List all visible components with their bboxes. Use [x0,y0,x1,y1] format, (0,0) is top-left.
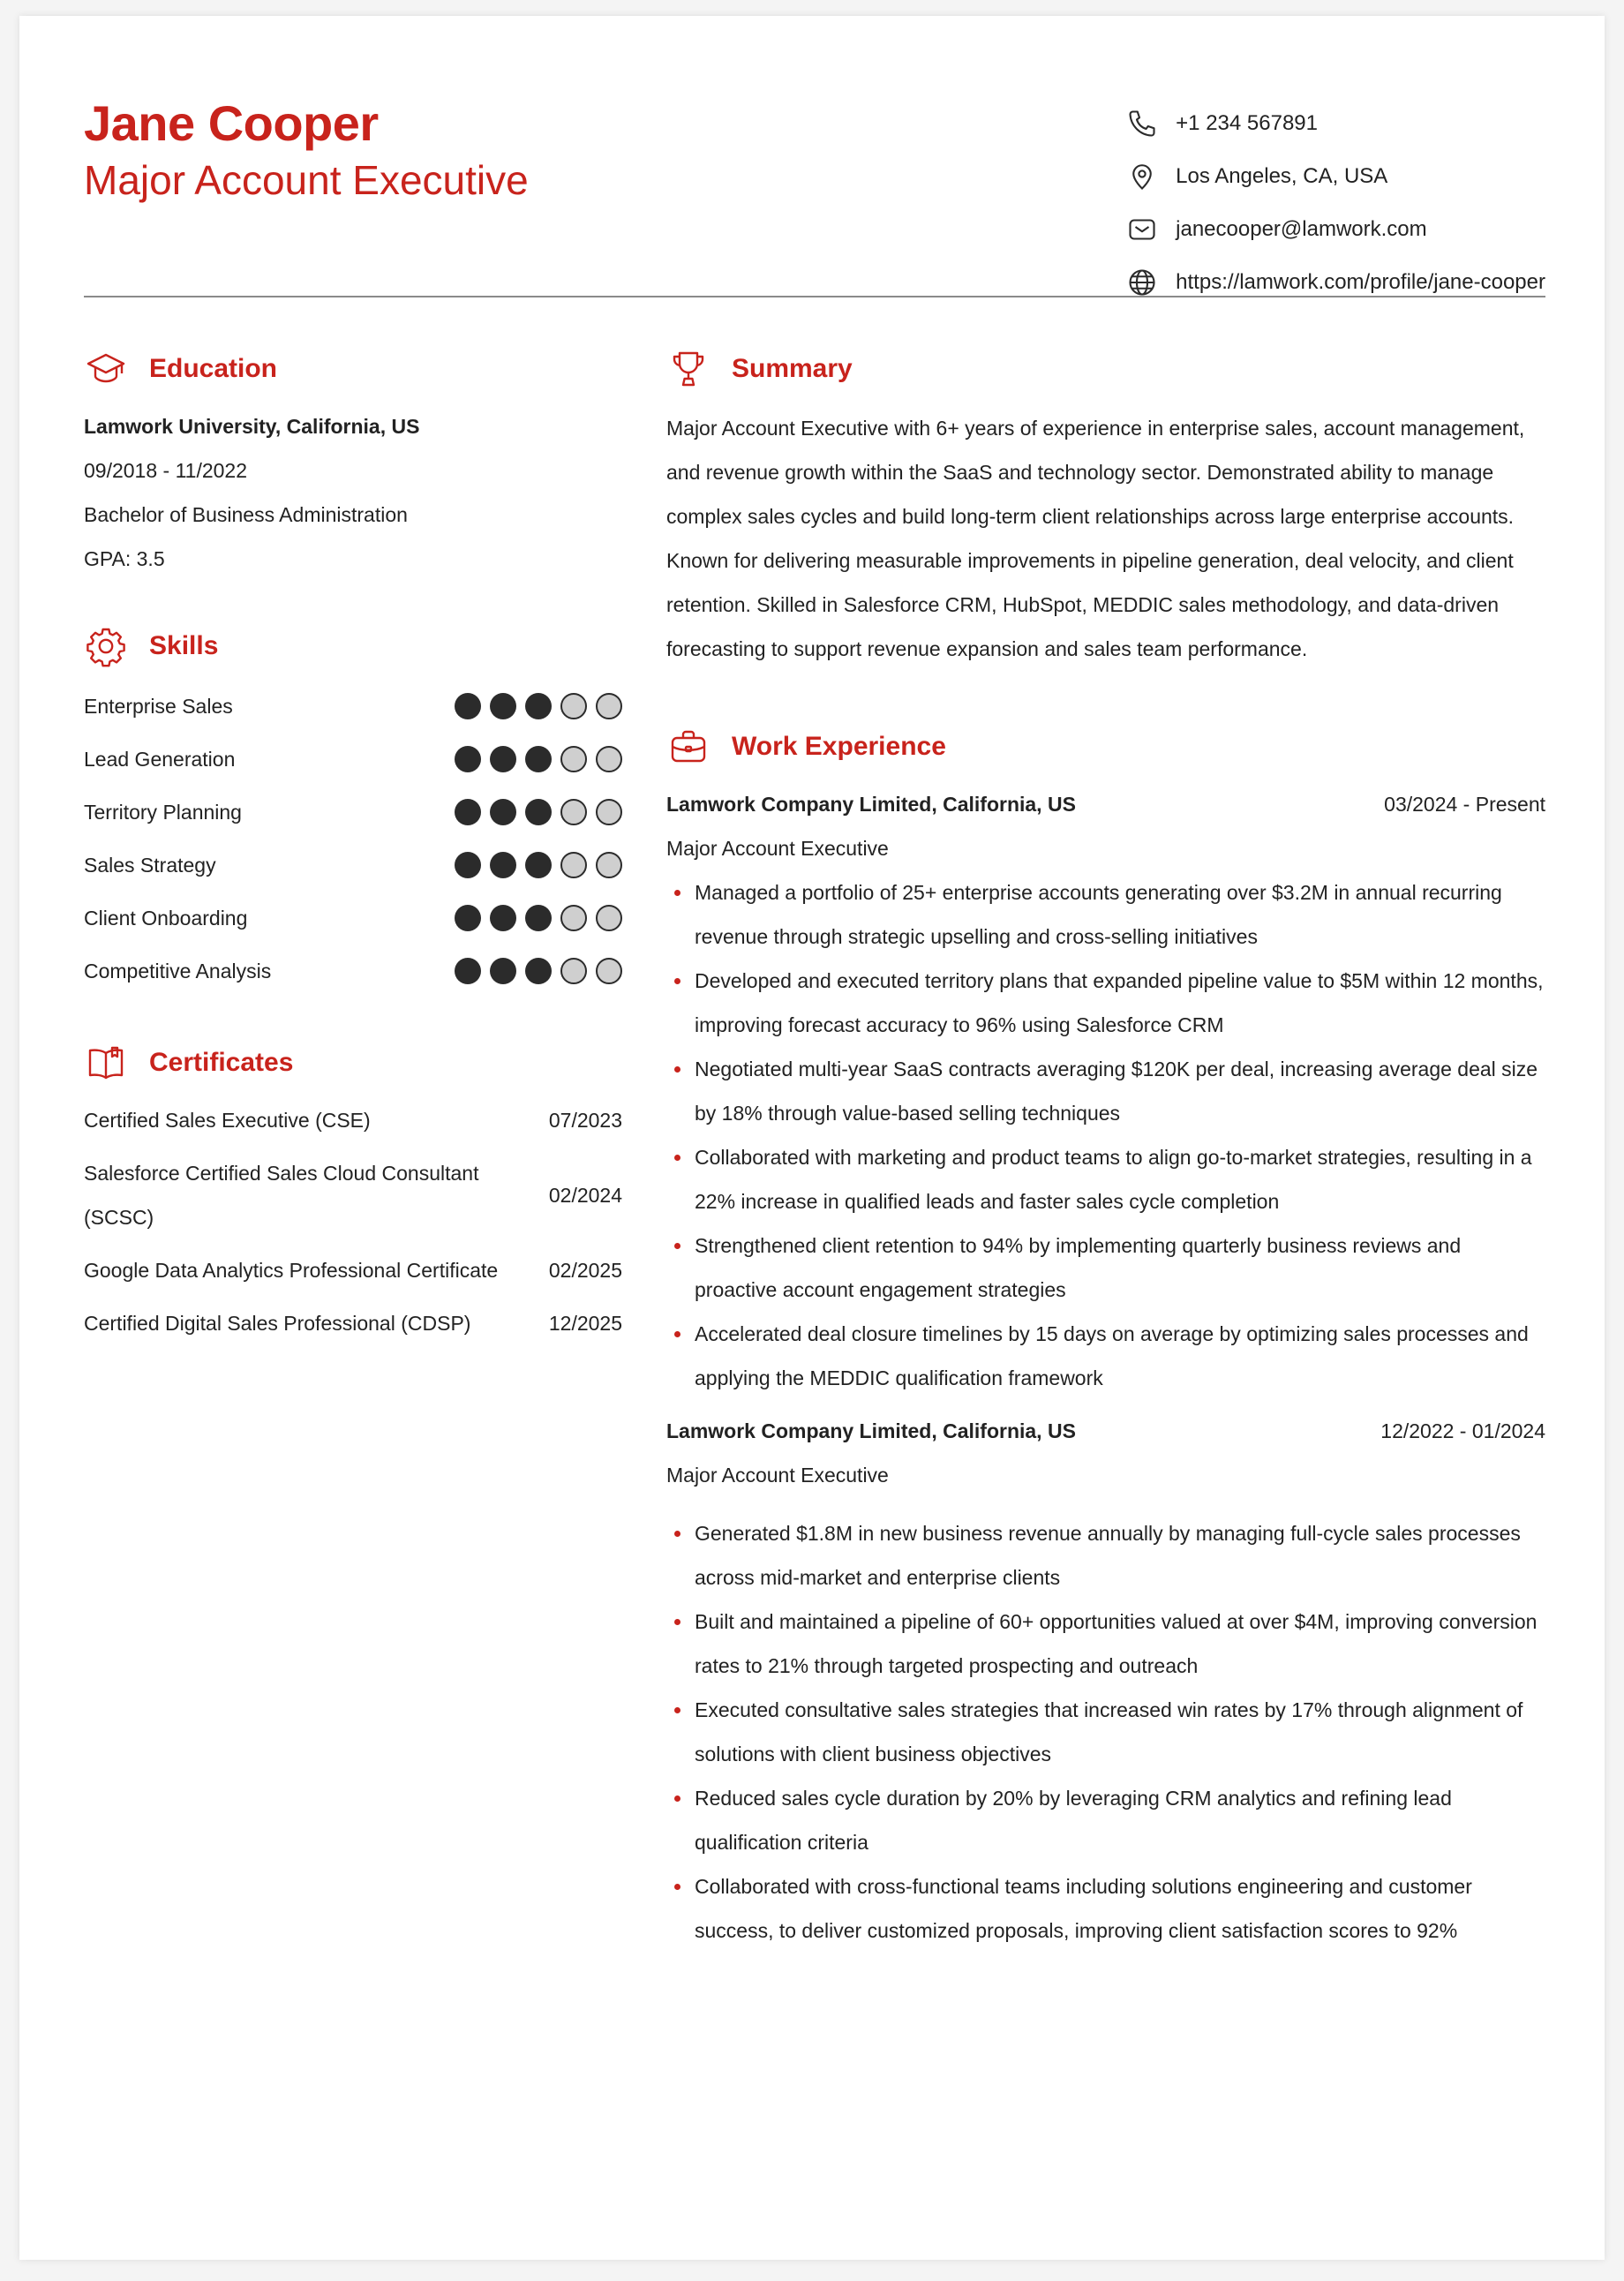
job-role: Major Account Executive [666,1464,889,1487]
job-bullet: Generated $1.8M in new business revenue annually by managing full-cycle sales processes across mid-market and enterprise clients [666,1511,1545,1600]
experience-heading-row [666,720,1545,773]
skill-row [84,786,622,839]
certificate-row [84,1248,622,1292]
rating-dot-empty [560,905,587,931]
certificate-name: Google Data Analytics Professional Certificate [84,1259,499,1282]
rating-dot-filled [525,852,552,878]
certificate-date: 02/2024 [548,1184,622,1207]
job-bullet: Negotiated multi-year SaaS contracts averaging $120K per deal, increasing average deal size by 18% through value-based selling techniques [666,1047,1545,1135]
rating-dot-filled [490,746,516,772]
skill-rating [455,693,622,719]
open-book-icon [84,1041,128,1085]
job-header [666,1409,1545,1453]
rating-dot-filled [490,693,516,719]
skill-rating [455,905,622,931]
skill-name: Lead Generation [84,747,236,771]
skill-row [84,839,622,892]
job-bullet: Managed a portfolio of 25+ enterprise accounts generating over $3.2M in annual recurring revenue through strategic upselling and cross-selling initiatives [666,870,1545,959]
job-dates: 12/2022 - 01/2024 [1380,1419,1545,1442]
rating-dot-empty [560,693,587,719]
globe-icon [1124,265,1160,300]
contact-list [1124,97,1545,309]
skill-row [84,733,622,786]
certificates-heading: Certificates [149,1048,294,1077]
job-entry [666,782,1545,1400]
rating-dot-empty [560,746,587,772]
certificate-date: 02/2025 [548,1259,622,1282]
website-link[interactable]: https://lamwork.com/profile/jane-cooper [1176,270,1545,294]
job-bullet: Built and maintained a pipeline of 60+ opportunities valued at over $4M, improving conversion rates to 21% through targeted prospecting and outreach [666,1600,1545,1688]
left-column [84,343,622,1354]
certificates-heading-row [84,1036,622,1089]
skill-rating [455,958,622,984]
rating-dot-empty [560,852,587,878]
contact-location [1124,150,1545,203]
job-bullet: Strengthened client retention to 94% by implementing quarterly business reviews and proactive account engagement strategies [666,1223,1545,1312]
rating-dot-empty [596,852,622,878]
education-gpa: GPA: 3.5 [84,547,165,570]
job-entry [666,1409,1545,1953]
map-pin-icon [1124,159,1160,194]
job-bullets [666,1511,1545,1953]
skill-row [84,892,622,945]
certificate-row [84,1301,622,1345]
contact-website [1124,256,1545,309]
certificate-name: Certified Sales Executive (CSE) [84,1109,371,1132]
graduation-cap-icon [84,347,128,391]
resume-page [19,16,1605,2260]
experience-section [666,720,1545,1953]
certificate-name: Salesforce Certified Sales Cloud Consultant (SCSC) [84,1162,479,1229]
job-bullet: Executed consultative sales strategies that increased win rates by 17% through alignment of solutions with client business objectives [666,1688,1545,1776]
education-degree: Bachelor of Business Administration [84,503,408,526]
certificate-date: 07/2023 [548,1109,622,1132]
summary-heading: Summary [732,354,853,383]
summary-section [666,343,1545,671]
candidate-title: Major Account Executive [84,157,529,203]
skill-name: Client Onboarding [84,906,248,930]
rating-dot-filled [525,958,552,984]
job-bullet: Reduced sales cycle duration by 20% by leveraging CRM analytics and refining lead qualification criteria [666,1776,1545,1864]
resume-header [84,79,1545,311]
rating-dot-empty [560,799,587,825]
rating-dot-filled [490,905,516,931]
certificate-row [84,1151,622,1239]
skills-section [84,620,622,997]
contact-email [1124,203,1545,256]
rating-dot-empty [596,905,622,931]
rating-dot-empty [596,693,622,719]
right-column [666,343,1545,1953]
education-heading-row [84,343,622,395]
experience-heading: Work Experience [732,732,946,761]
skill-rating [455,746,622,772]
rating-dot-filled [455,958,481,984]
briefcase-icon [666,725,710,769]
job-dates: 03/2024 - Present [1384,793,1545,816]
certificates-section [84,1036,622,1345]
rating-dot-empty [596,746,622,772]
trophy-icon [666,347,710,391]
candidate-name: Jane Cooper [84,95,379,151]
contact-phone [1124,97,1545,150]
rating-dot-filled [525,746,552,772]
certificate-date: 12/2025 [548,1312,622,1335]
skill-row [84,945,622,997]
certificates-list [84,1098,622,1345]
job-role: Major Account Executive [666,837,889,860]
skills-heading: Skills [149,631,219,660]
job-bullet: Accelerated deal closure timelines by 15 days on average by optimizing sales processes and applying the MEDDIC qualification framework [666,1312,1545,1400]
skill-row [84,680,622,733]
job-company: Lamwork Company Limited, California, US [666,1419,1076,1442]
rating-dot-filled [490,958,516,984]
job-bullets [666,870,1545,1400]
skill-rating [455,852,622,878]
job-company: Lamwork Company Limited, California, US [666,793,1076,816]
rating-dot-filled [525,693,552,719]
location-text: Los Angeles, CA, USA [1176,164,1388,188]
rating-dot-filled [490,852,516,878]
job-bullet: Collaborated with marketing and product teams to align go-to-market strategies, resulting in a 22% increase in qualified leads and faster sales cycle completion [666,1135,1545,1223]
rating-dot-empty [560,958,587,984]
rating-dot-filled [525,799,552,825]
education-section [84,343,622,581]
rating-dot-filled [490,799,516,825]
email-link[interactable]: janecooper@lamwork.com [1176,217,1427,241]
rating-dot-empty [596,958,622,984]
summary-heading-row [666,343,1545,395]
rating-dot-empty [596,799,622,825]
skill-rating [455,799,622,825]
certificate-row [84,1098,622,1142]
mail-icon [1124,212,1160,247]
skills-list [84,680,622,997]
skills-heading-row [84,620,622,673]
education-dates: 09/2018 - 11/2022 [84,459,248,482]
phone-icon [1124,106,1160,141]
skill-name: Enterprise Sales [84,694,233,718]
job-header [666,782,1545,826]
gear-icon [84,624,128,668]
skill-name: Territory Planning [84,800,242,824]
education-school: Lamwork University, California, US [84,415,420,438]
skill-name: Competitive Analysis [84,959,272,982]
job-bullet: Collaborated with cross-functional teams including solutions engineering and customer success, to deliver customized proposals, improving client satisfaction scores to 92% [666,1864,1545,1953]
header-divider [84,296,1545,297]
education-heading: Education [149,354,278,383]
rating-dot-filled [455,693,481,719]
skill-name: Sales Strategy [84,853,216,877]
rating-dot-filled [455,905,481,931]
phone-number[interactable]: +1 234 567891 [1176,111,1318,135]
summary-text: Major Account Executive with 6+ years of experience in enterprise sales, account management, and revenue growth within the SaaS and technology sector. Demonstrated ability to manage complex sales cycles and build long-term client relationships across large enterprise accounts. Known for delivering measurable improvements in pipeline generation, deal velocity, and client retention. Skilled in Salesforce CRM, HubSpot, MEDDIC sales methodology, and data-driven forecasting to support revenue expansion and sales team performance. [666,417,1525,660]
job-bullet: Developed and executed territory plans that expanded pipeline value to $5M within 12 months, improving forecast accuracy to 96% using Salesforce CRM [666,959,1545,1047]
rating-dot-filled [455,746,481,772]
rating-dot-filled [455,852,481,878]
rating-dot-filled [525,905,552,931]
certificate-name: Certified Digital Sales Professional (CDSP) [84,1312,471,1335]
rating-dot-filled [455,799,481,825]
